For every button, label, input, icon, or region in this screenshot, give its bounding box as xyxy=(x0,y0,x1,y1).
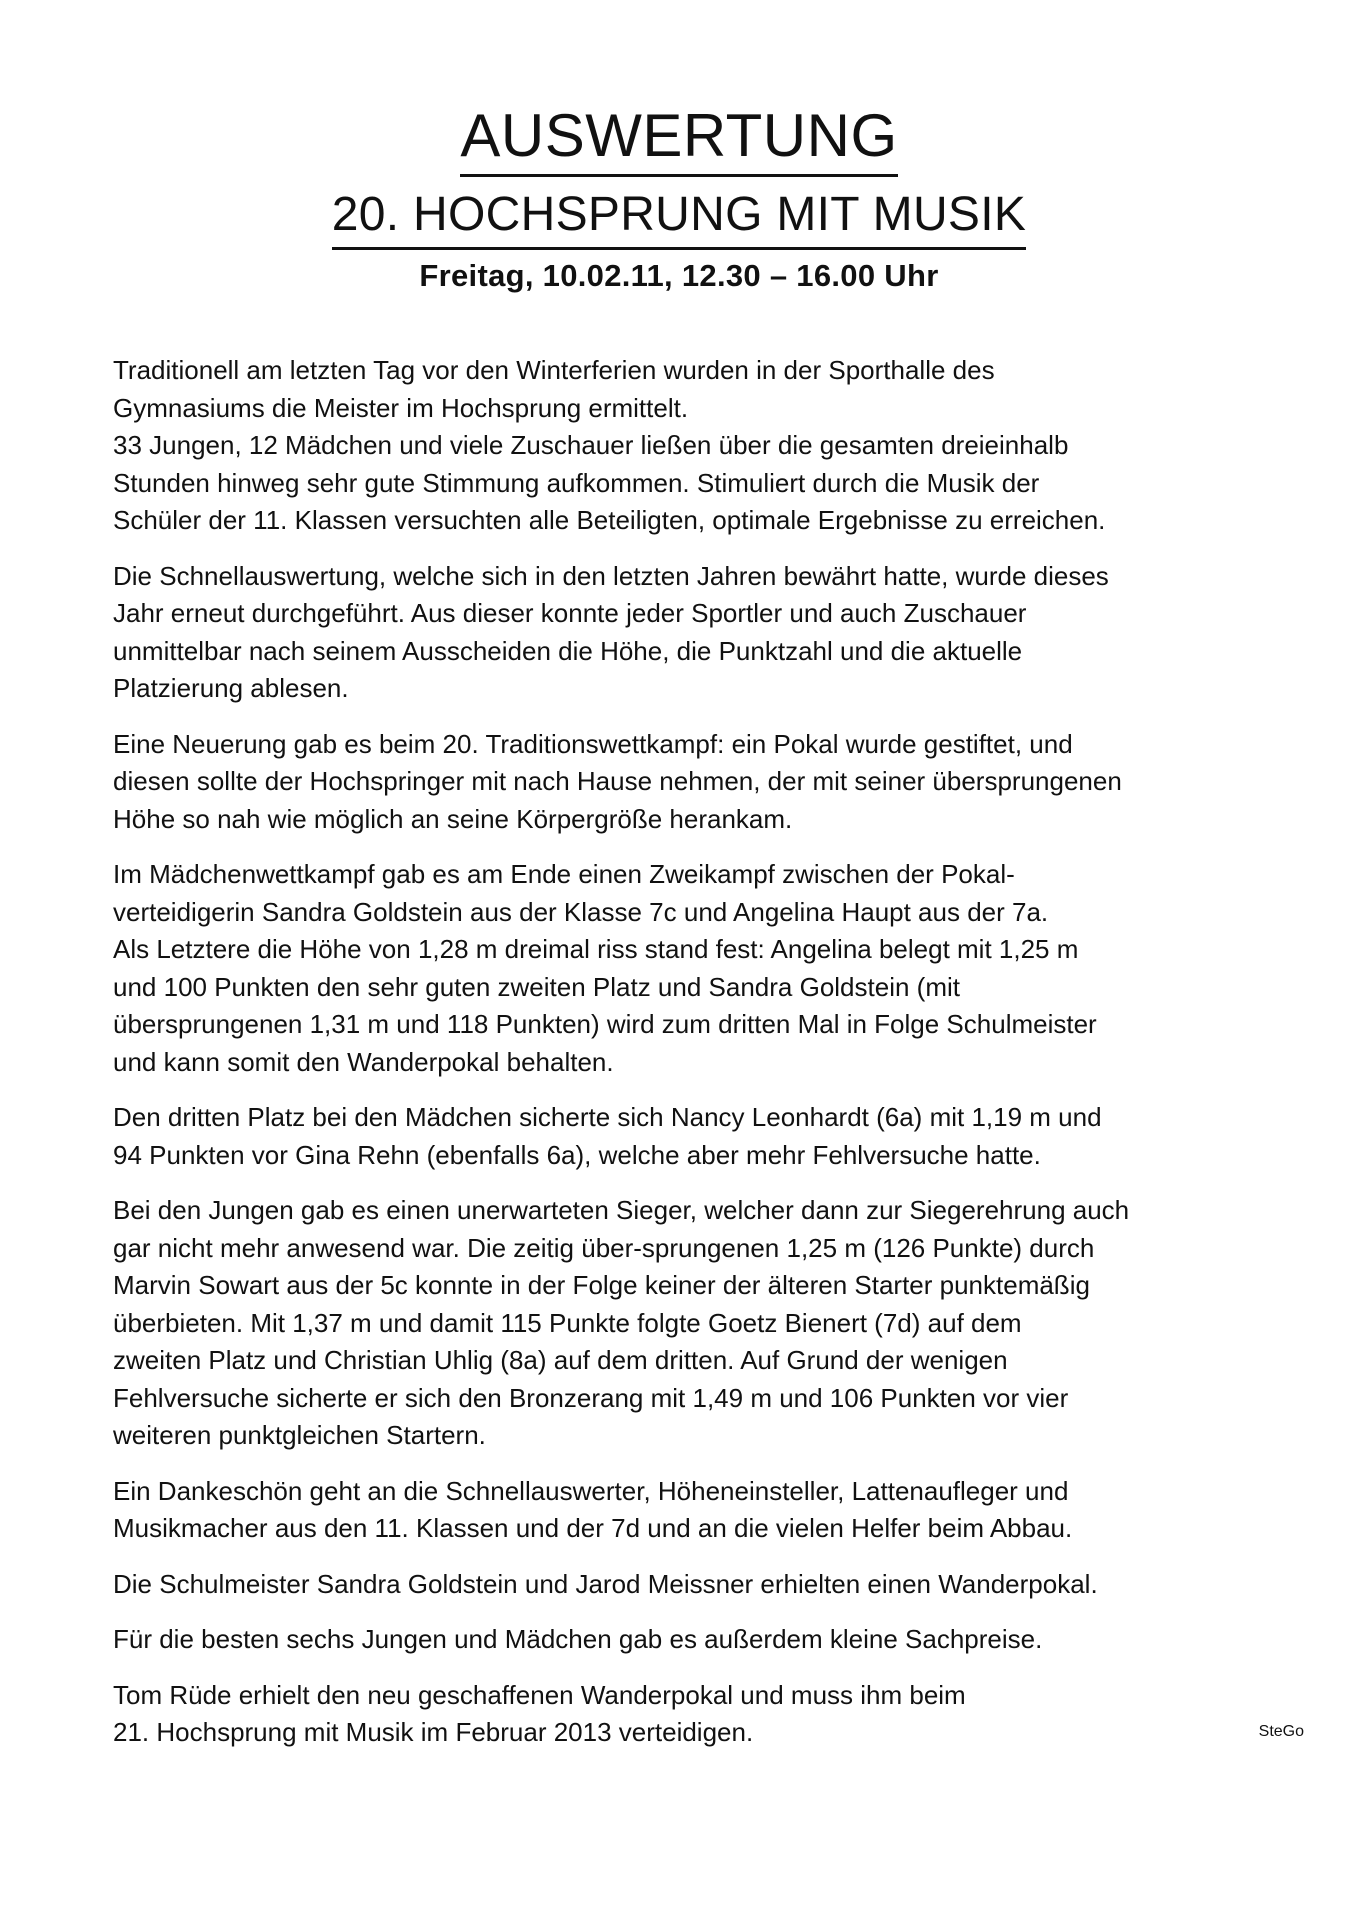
paragraph xyxy=(113,1621,1253,1659)
author-signature: SteGo xyxy=(1258,1723,1304,1740)
text-line: Die Schnellauswertung, welche sich in den letzten Jahren bewährt hatte, wurde dieses xyxy=(113,560,1109,591)
text-line: 33 Jungen, 12 Mädchen und viele Zuschauer ließen über die gesamten dreieinhalb xyxy=(113,430,1069,460)
paragraph xyxy=(113,1566,1253,1604)
text-line: 94 Punkten vor Gina Rehn (ebenfalls 6a), welche aber mehr Fehlversuche hatte. xyxy=(113,1139,1041,1170)
text-line: Als Letztere die Höhe von 1,28 m dreimal riss stand fest: Angelina belegt mit 1,25 m xyxy=(113,934,1079,964)
text-line: diesen sollte der Hochspringer mit nach Hause nehmen, der mit seiner übersprungenen xyxy=(113,766,1122,796)
subtitle-wrapper xyxy=(0,185,1358,250)
event-date: Freitag, 10.02.11, 12.30 – 16.00 Uhr xyxy=(419,258,939,293)
text-line: Stunden hinweg sehr gute Stimmung aufkommen. Stimuliert durch die Musik der xyxy=(113,467,1040,498)
text-line: Jahr erneut durchgeführt. Aus dieser konnte jeder Sportler und auch Zuschauer xyxy=(113,598,1027,628)
text-line: Traditionell am letzten Tag vor den Winterferien wurden in der Sporthalle des xyxy=(113,355,995,385)
paragraph xyxy=(113,726,1253,839)
document-header xyxy=(0,100,1358,298)
text-line: Schüler der 11. Klassen versuchten alle Beteiligten, optimale Ergebnisse zu erreichen. xyxy=(113,505,1106,535)
text-line: Den dritten Platz bei den Mädchen sicherte sich Nancy Leonhardt (6a) mit 1,19 m und xyxy=(113,1102,1102,1132)
text-line: weiteren punktgleichen Startern. xyxy=(113,1420,486,1450)
paragraph xyxy=(113,558,1253,708)
text-line: Gymnasiums die Meister im Hochsprung ermittelt. xyxy=(113,392,689,423)
text-line: Platzierung ablesen. xyxy=(113,673,349,703)
text-line: Tom Rüde erhielt den neu geschaffenen Wanderpokal und muss ihm beim xyxy=(113,1679,966,1710)
article-body xyxy=(113,352,1253,1770)
paragraph xyxy=(113,1473,1253,1548)
page-title: AUSWERTUNG xyxy=(460,100,897,177)
text-line: Bei den Jungen gab es einen unerwarteten Sieger, welcher dann zur Siegerehrung auch xyxy=(113,1195,1130,1225)
paragraph xyxy=(113,352,1253,540)
text-line: Ein Dankeschön geht an die Schnellauswerter, Höheneinsteller, Lattenaufleger und xyxy=(113,1475,1069,1506)
text-line: Höhe so nah wie möglich an seine Körpergröße herankam. xyxy=(113,803,793,834)
text-line: und 100 Punkten den sehr guten zweiten Platz und Sandra Goldstein (mit xyxy=(113,971,960,1002)
text-line: Die Schulmeister Sandra Goldstein und Jarod Meissner erhielten einen Wanderpokal. xyxy=(113,1568,1098,1599)
page-subtitle: 20. HOCHSPRUNG MIT MUSIK xyxy=(332,185,1026,250)
paragraph xyxy=(113,1192,1253,1455)
text-line: Für die besten sechs Jungen und Mädchen gab es außerdem kleine Sachpreise. xyxy=(113,1624,1043,1654)
text-line: Eine Neuerung gab es beim 20. Traditionswettkampf: ein Pokal wurde gestiftet, und xyxy=(113,728,1073,759)
text-line: verteidigerin Sandra Goldstein aus der Klasse 7c und Angelina Haupt aus der 7a. xyxy=(113,896,1049,927)
text-line: und kann somit den Wanderpokal behalten. xyxy=(113,1046,614,1077)
text-line: gar nicht mehr anwesend war. Die zeitig über-sprungenen 1,25 m (126 Punkte) durch xyxy=(113,1232,1095,1263)
paragraph xyxy=(113,1099,1253,1174)
text-line: Fehlversuche sicherte er sich den Bronzerang mit 1,49 m und 106 Punkten vor vier xyxy=(113,1382,1069,1413)
text-line: übersprungenen 1,31 m und 118 Punkten) wird zum dritten Mal in Folge Schulmeister xyxy=(113,1009,1097,1039)
text-line: Marvin Sowart aus der 5c konnte in der Folge keiner der älteren Starter punktemäßig xyxy=(113,1270,1090,1300)
paragraph xyxy=(113,856,1253,1081)
text-line: Im Mädchenwettkampf gab es am Ende einen Zweikampf zwischen der Pokal- xyxy=(113,859,1015,889)
text-line: Musikmacher aus den 11. Klassen und der 7d und an die vielen Helfer beim Abbau. xyxy=(113,1513,1073,1543)
text-line: überbieten. Mit 1,37 m und damit 115 Punkte folgte Goetz Bienert (7d) auf dem xyxy=(113,1307,1022,1338)
text-line: 21. Hochsprung mit Musik im Februar 2013 verteidigen. xyxy=(113,1717,754,1747)
text-line: zweiten Platz und Christian Uhlig (8a) auf dem dritten. Auf Grund der wenigen xyxy=(113,1345,1008,1375)
paragraph xyxy=(113,1677,1253,1752)
text-line: unmittelbar nach seinem Ausscheiden die Höhe, die Punktzahl und die aktuelle xyxy=(113,635,1023,666)
